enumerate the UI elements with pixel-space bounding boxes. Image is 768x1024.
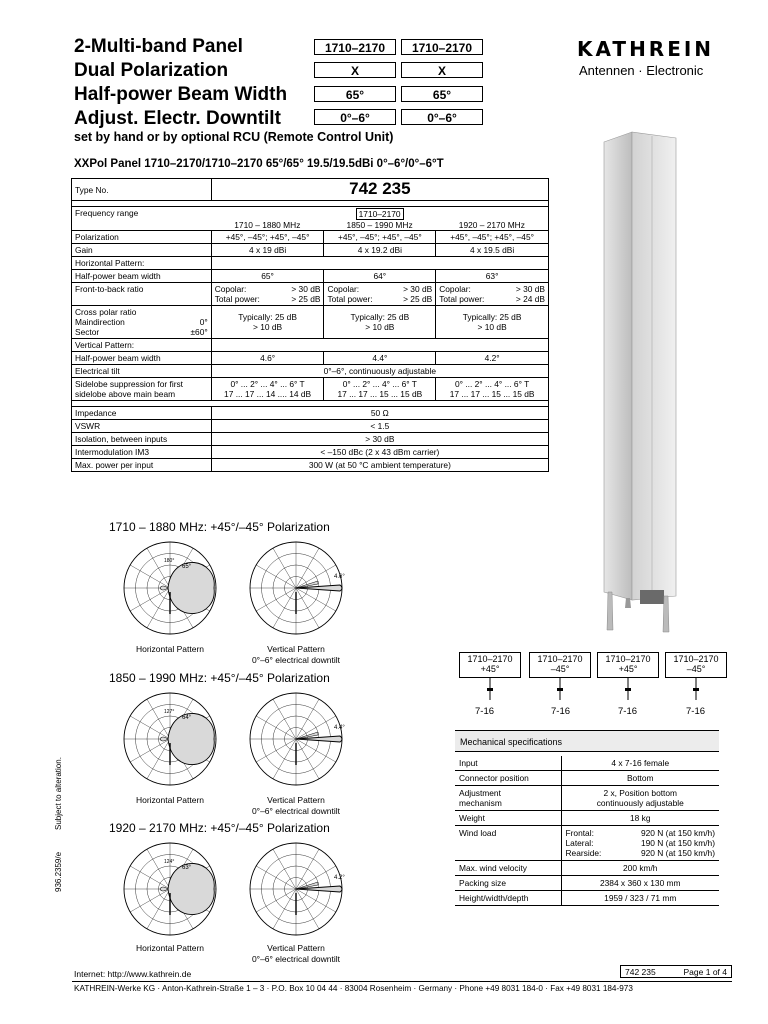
connector-type-3: 7-16: [618, 706, 638, 717]
sls-header: 0° ... 2° ... 4° ... 6° T: [342, 379, 417, 389]
ftb-copolar-label: Copolar:: [214, 284, 247, 294]
gain-label: Gain: [72, 244, 212, 257]
wind-lateral-value: 190 N (at 150 km/h): [640, 838, 715, 848]
header-line-3: Half-power Beam Width: [74, 84, 288, 105]
vbw-value-3: 4.2°: [436, 352, 549, 365]
horizontal-pattern-2: [110, 689, 230, 789]
connector-type-1: 7-16: [475, 706, 495, 717]
hbw-value-2: 64°: [324, 270, 436, 283]
mech-input-label: Input: [455, 756, 561, 771]
horizontal-back-lobe: [160, 586, 168, 590]
mech-pack-value: 2384 x 360 x 130 mm: [561, 876, 719, 891]
vertical-angle-label: 4.4°: [334, 725, 345, 731]
etilt-value: 0°–6°, continuously adjustable: [211, 365, 548, 378]
bw-box-a: 65°: [314, 86, 396, 102]
ftb-copolar-value: > 30 dB: [403, 284, 433, 294]
gain-value-1: 4 x 19 dBi: [211, 244, 324, 257]
pol-box-b: X: [401, 62, 483, 78]
footer-internet: Internet: http://www.kathrein.de: [74, 969, 192, 979]
xpol-sector: > 10 dB: [253, 322, 283, 332]
vbw-label: Half-power beam width: [72, 352, 212, 365]
wind-frontal-value: 920 N (at 150 km/h): [640, 828, 715, 838]
caption-horizontal-1: Horizontal Pattern: [135, 644, 205, 654]
connector-pol: –45°: [550, 664, 570, 674]
header-line-1: 2-Multi-band Panel: [74, 36, 243, 57]
wind-rear-label: Rearside:: [565, 848, 602, 858]
connector-marker-1: [487, 688, 493, 691]
mech-adj-value-1: 2 x, Position bottom: [603, 788, 678, 798]
vertical-pattern-1: [236, 538, 356, 638]
xpol-sector: > 10 dB: [477, 322, 507, 332]
caption-vertical-2: Vertical Pattern: [267, 795, 325, 805]
horizontal-angle-label: 63°: [182, 865, 192, 871]
horizontal-main-lobe: [168, 863, 214, 914]
connector-type-4: 7-16: [686, 706, 706, 717]
xpol-typ: Typically: 25 dB: [238, 312, 297, 322]
horizontal-back-lobe: [160, 737, 168, 741]
sls-value-3: 17 ... 17 ... 15 ... 15 dB: [449, 389, 535, 399]
vswr-value: < 1.5: [211, 420, 548, 433]
mech-input-value: 4 x 7-16 female: [561, 756, 719, 771]
mech-wind-label: Wind load: [455, 826, 561, 861]
sls-header: 0° ... 2° ... 4° ... 6° T: [230, 379, 305, 389]
brand-tagline: Antennen · Electronic: [579, 63, 704, 78]
wind-frontal-label: Frontal:: [565, 828, 594, 838]
ftb-total-label: Total power:: [439, 294, 485, 304]
tilt-box-b: 0°–6°: [401, 109, 483, 125]
mech-pack-label: Packing size: [455, 876, 561, 891]
pol-value-3: +45°, –45°; +45°, –45°: [436, 231, 549, 244]
im3-value: < –150 dBc (2 x 43 dBm carrier): [211, 446, 548, 459]
mech-maxwind-value: 200 km/h: [561, 861, 719, 876]
mech-conpos-label: Connector position: [455, 771, 561, 786]
side-doc-number: 936.2359/e: [54, 851, 63, 892]
header-subline: set by hand or by optional RCU (Remote Control Unit): [74, 130, 394, 144]
freq-box: 1710–2170: [356, 208, 404, 220]
horizontal-angle-label: 64°: [182, 715, 192, 721]
mech-title: Mechanical specifications: [455, 730, 719, 752]
side-note: Subject to alteration.: [54, 757, 63, 830]
vbw-value-2: 4.4°: [324, 352, 436, 365]
pwr-value: 300 W (at 50 °C ambient temperature): [211, 459, 548, 472]
type-number: 742 235: [211, 179, 548, 201]
connector-box-1: [459, 652, 521, 678]
sls-header: 0° ... 2° ... 4° ... 6° T: [454, 379, 530, 389]
mech-weight-label: Weight: [455, 811, 561, 826]
xpol-main-angle: 0°: [199, 317, 208, 327]
imp-value: 50 Ω: [211, 407, 548, 420]
band-box-a: 1710–2170: [314, 39, 396, 55]
footer-address: KATHREIN-Werke KG · Anton-Kathrein-Straße 1 – 3 · P.O. Box 10 04 44 · 83004 Rosenheim · Germany · Phone +49 8031 184-0 · Fax +49 8031 184-973: [74, 984, 633, 993]
imp-label: Impedance: [72, 407, 212, 420]
freq-range-1: 1710 – 1880 MHz: [234, 220, 301, 230]
vp-label: Vertical Pattern:: [72, 339, 212, 352]
caption-horizontal-2: Horizontal Pattern: [135, 795, 205, 805]
pattern-title-1: 1710 – 1880 MHz: +45°/–45° Polarization: [109, 520, 330, 534]
caption-vertical-sub-1: 0°–6° electrical downtilt: [251, 655, 341, 665]
pattern-title-3: 1920 – 2170 MHz: +45°/–45° Polarization: [109, 821, 330, 835]
connector-type-2: 7-16: [551, 706, 571, 717]
hp-label: Horizontal Pattern:: [72, 257, 212, 270]
tilt-box-a: 0°–6°: [314, 109, 396, 125]
ftb-total-label: Total power:: [214, 294, 260, 304]
connector-pol: +45°: [618, 664, 638, 674]
horizontal-back-lobe: [160, 887, 168, 891]
caption-vertical-1: Vertical Pattern: [267, 644, 325, 654]
pol-label: Polarization: [72, 231, 212, 244]
connector-band: 1710–2170: [605, 654, 651, 664]
gain-value-3: 4 x 19.5 dBi: [436, 244, 549, 257]
mech-hwd-value: 1959 / 323 / 71 mm: [561, 891, 719, 906]
caption-vertical-sub-2: 0°–6° electrical downtilt: [251, 806, 341, 816]
freq-range-3: 1920 – 2170 MHz: [458, 220, 525, 230]
ftb-total-value: > 25 dB: [291, 294, 321, 304]
connector-box-3: [597, 652, 659, 678]
antenna-product-image: [596, 130, 686, 640]
horizontal-angle-label: 65°: [182, 564, 192, 570]
header-line-2: Dual Polarization: [74, 60, 229, 81]
horizontal-pattern-1: [110, 538, 230, 638]
xpol-sector-label: Sector: [75, 327, 100, 337]
mech-maxwind-label: Max. wind velocity: [455, 861, 561, 876]
xpol-sector-angle: ±60°: [190, 327, 208, 337]
mech-adj-value-2: continuously adjustable: [596, 798, 684, 808]
ftb-copolar-label: Copolar:: [439, 284, 471, 294]
xpol-sector: > 10 dB: [365, 322, 395, 332]
ftb-copolar-value: > 30 dB: [515, 284, 545, 294]
band-box-b: 1710–2170: [401, 39, 483, 55]
connector-marker-2: [557, 688, 563, 691]
mech-adj-label-1: Adjustment: [459, 788, 501, 798]
caption-vertical-sub-3: 0°–6° electrical downtilt: [251, 954, 341, 964]
horizontal-peak-label: 127°: [164, 709, 175, 715]
spec-table: [71, 178, 549, 472]
freq-label: Frequency range: [72, 207, 212, 231]
vertical-angle-label: 4.2°: [334, 875, 345, 881]
horizontal-pattern-3: [110, 839, 230, 939]
mech-table: [455, 756, 719, 906]
ftb-copolar-value: > 30 dB: [291, 284, 321, 294]
brand-logo: KATHREIN: [577, 37, 715, 61]
sls-label-1: Sidelobe suppression for first: [75, 379, 183, 389]
bw-box-b: 65°: [401, 86, 483, 102]
connector-pol: +45°: [480, 664, 500, 674]
ftb-total-value: > 24 dB: [515, 294, 545, 304]
caption-vertical-3: Vertical Pattern: [267, 943, 325, 953]
sls-label-2: sidelobe above main beam: [75, 389, 176, 399]
footer-type-no: 742 235: [625, 967, 656, 977]
horizontal-peak-label: 124°: [164, 859, 175, 865]
connector-marker-4: [693, 688, 699, 691]
wind-rear-value: 920 N (at 150 km/h): [640, 848, 715, 858]
pwr-label: Max. power per input: [72, 459, 212, 472]
vertical-pattern-2: [236, 689, 356, 789]
ftb-total-value: > 25 dB: [403, 294, 433, 304]
connector-box-2: [529, 652, 591, 678]
ftb-label: Front-to-back ratio: [72, 283, 212, 306]
xpol-typ: Typically: 25 dB: [462, 312, 522, 322]
iso-value: > 30 dB: [211, 433, 548, 446]
footer-page-box: [620, 965, 732, 978]
mech-weight-value: 18 kg: [561, 811, 719, 826]
xpol-main-label: Maindirection: [75, 317, 125, 327]
horizontal-main-lobe: [168, 713, 214, 764]
wind-lateral-label: Lateral:: [565, 838, 594, 848]
hbw-label: Half-power beam width: [72, 270, 212, 283]
footer-rule: [72, 981, 732, 982]
caption-horizontal-3: Horizontal Pattern: [135, 943, 205, 953]
hbw-value-1: 65°: [211, 270, 324, 283]
pol-box-a: X: [314, 62, 396, 78]
etilt-label: Electrical tilt: [72, 365, 212, 378]
vertical-pattern-3: [236, 839, 356, 939]
footer-page-number: Page 1 of 4: [683, 967, 727, 977]
horizontal-peak-label: 180°: [164, 558, 175, 564]
vswr-label: VSWR: [72, 420, 212, 433]
pol-value-1: +45°, –45°; +45°, –45°: [211, 231, 324, 244]
xpol-label: Cross polar ratio: [75, 307, 137, 317]
connector-pol: –45°: [686, 664, 706, 674]
pattern-title-2: 1850 – 1990 MHz: +45°/–45° Polarization: [109, 671, 330, 685]
connector-band: 1710–2170: [467, 654, 513, 664]
sls-value-2: 17 ... 17 ... 15 ... 15 dB: [337, 389, 423, 399]
freq-range-2: 1850 – 1990 MHz: [346, 220, 413, 230]
connector-band: 1710–2170: [673, 654, 719, 664]
ftb-total-label: Total power:: [327, 294, 373, 304]
iso-label: Isolation, between inputs: [72, 433, 212, 446]
type-label: Type No.: [72, 179, 212, 201]
xpol-typ: Typically: 25 dB: [350, 312, 410, 322]
product-title: XXPol Panel 1710–2170/1710–2170 65°/65° 19.5/19.5dBi 0°–6°/0°–6°T: [74, 158, 444, 170]
horizontal-main-lobe: [168, 562, 214, 613]
im3-label: Intermodulation IM3: [72, 446, 212, 459]
connector-marker-3: [625, 688, 631, 691]
vertical-angle-label: 4.6°: [334, 574, 345, 580]
mech-hwd-label: Height/width/depth: [455, 891, 561, 906]
connector-band: 1710–2170: [537, 654, 583, 664]
vbw-value-1: 4.6°: [211, 352, 324, 365]
mech-adj-label-2: mechanism: [459, 798, 502, 808]
gain-value-2: 4 x 19.2 dBi: [324, 244, 436, 257]
pol-value-2: +45°, –45°; +45°, –45°: [324, 231, 436, 244]
mech-conpos-value: Bottom: [561, 771, 719, 786]
connector-box-4: [665, 652, 727, 678]
header-line-4: Adjust. Electr. Downtilt: [74, 108, 281, 129]
sls-value-1: 17 ... 17 ... 14 .... 14 dB: [224, 389, 312, 399]
hbw-value-3: 63°: [436, 270, 549, 283]
ftb-copolar-label: Copolar:: [327, 284, 360, 294]
